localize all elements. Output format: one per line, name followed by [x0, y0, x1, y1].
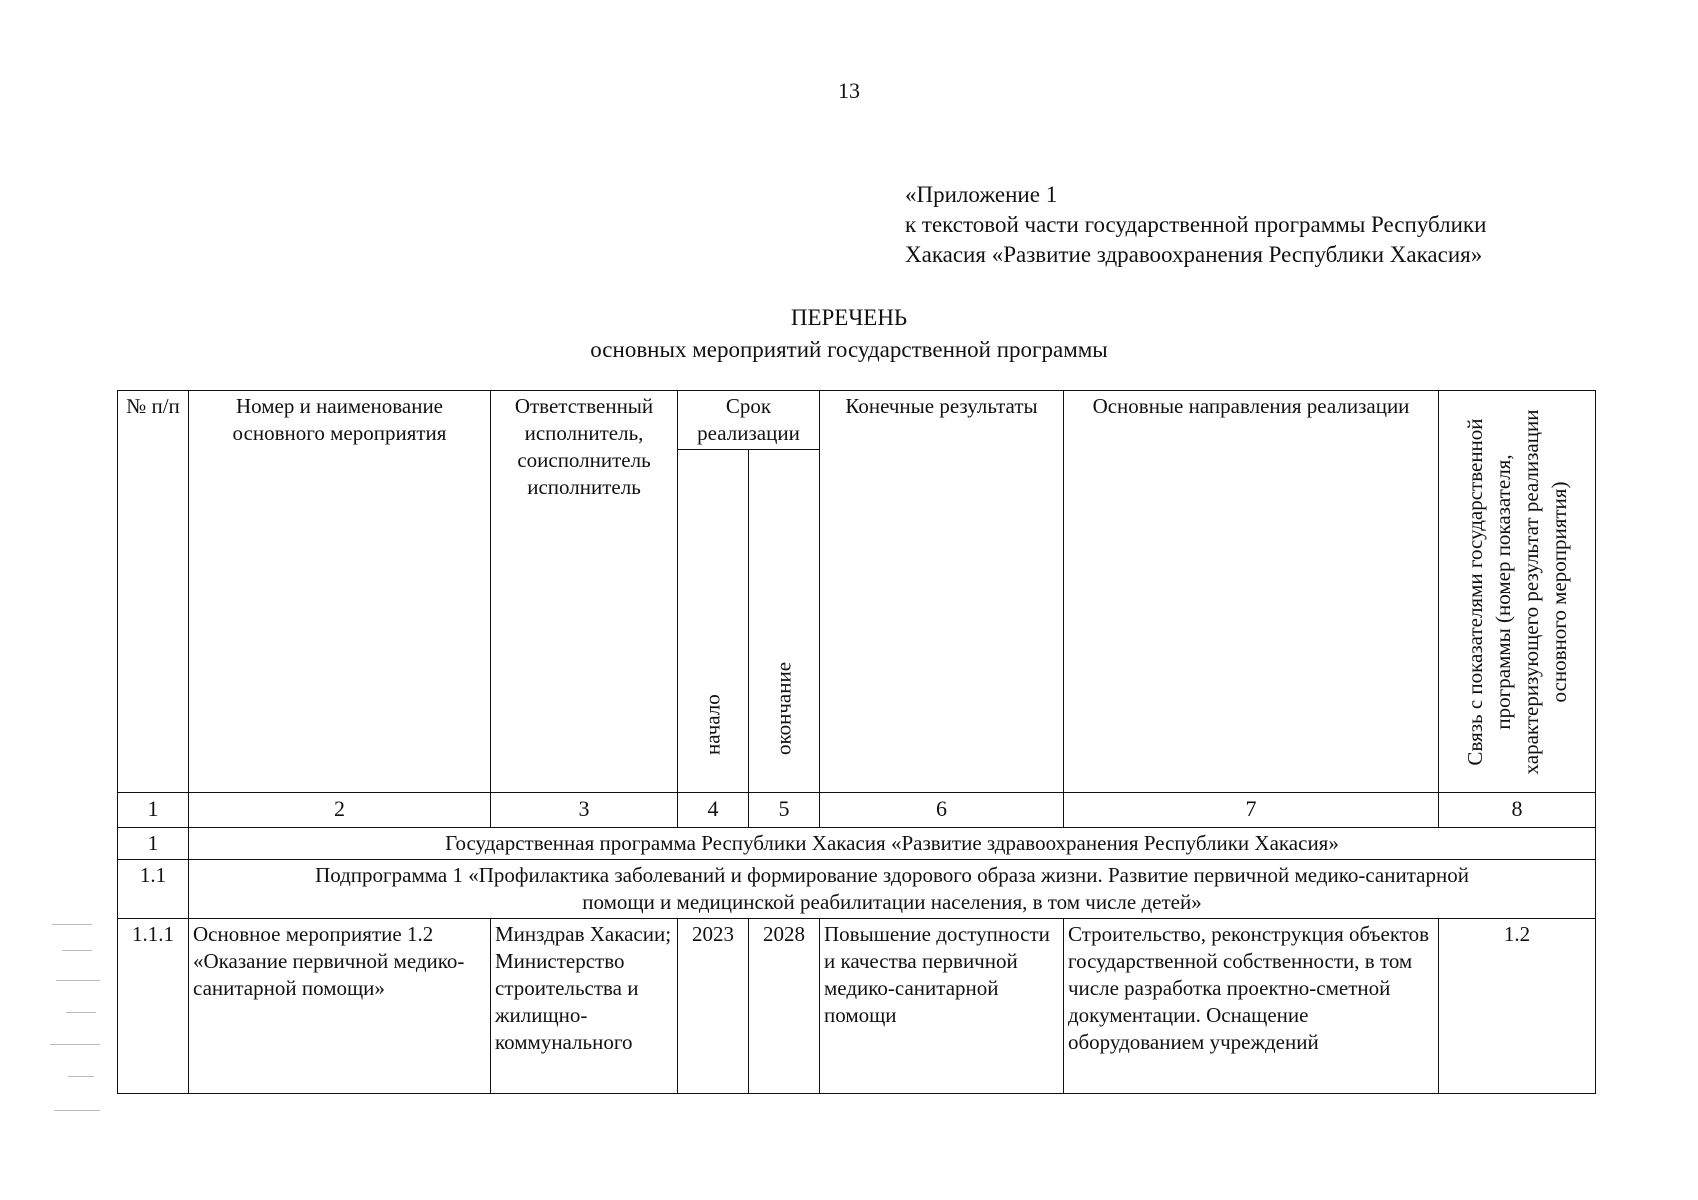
row-end: 2028 — [749, 919, 820, 1094]
appendix-line-2: к текстовой части государственной программы Республики — [905, 212, 1487, 237]
column-number: 1 — [118, 793, 189, 828]
activities-table — [117, 390, 1596, 1094]
row-name: Основное мероприятие 1.2 «Оказание первичной медико-санитарной помощи» — [189, 919, 491, 1094]
subprogram-row — [118, 860, 1596, 919]
row-num: 1.1.1 — [118, 919, 189, 1094]
row-start: 2023 — [678, 919, 749, 1094]
subprogram-num: 1.1 — [118, 860, 189, 919]
column-number: 5 — [749, 793, 820, 828]
column-number: 7 — [1064, 793, 1439, 828]
program-row — [118, 828, 1596, 860]
column-number: 8 — [1439, 793, 1596, 828]
column-number: 3 — [491, 793, 678, 828]
title-line-2: основных мероприятий государственной программы — [590, 337, 1108, 362]
header-end — [749, 450, 820, 793]
header-results: Конечные результаты — [820, 391, 1064, 793]
appendix-heading — [905, 180, 1625, 270]
header-executor: Ответственный исполнитель, соисполнитель исполнитель — [491, 391, 678, 793]
header-end-text: окончание — [771, 661, 796, 755]
page-number: 13 — [838, 78, 860, 103]
header-row — [118, 391, 1596, 450]
table-row — [118, 919, 1596, 1094]
binding-margin-marks — [42, 920, 112, 1130]
header-start — [678, 450, 749, 793]
appendix-line-3: Хакасия «Развитие здравоохранения Республики Хакасия» — [905, 242, 1483, 267]
row-directions: Строительство, реконструкция объектов государственной собственности, в том числе разработка проектно-сметной документации. Оснащение оборудованием учреждений — [1064, 919, 1439, 1094]
row-executor: Минздрав Хакасии; Министерство строительства и жилищно-коммунального — [491, 919, 678, 1094]
subprogram-text: Подпрограмма 1 «Профилактика заболеваний и формирование здорового образа жизни. Развитие первичной медико-санитарной помощи и медицинской реабилитации населения, в том числе детей» — [189, 860, 1596, 919]
header-link-text: Связь с показателями государственной программы (номер показателя, характеризующего результат реализации основного мероприятия) — [1463, 409, 1571, 774]
column-number: 4 — [678, 793, 749, 828]
row-link: 1.2 — [1439, 919, 1596, 1094]
column-number: 6 — [820, 793, 1064, 828]
row-results: Повышение доступности и качества первичной медико-санитарной помощи — [820, 919, 1064, 1094]
header-name: Номер и наименование основного мероприятия — [189, 391, 491, 793]
title-line-1: ПЕРЕЧЕНЬ — [790, 305, 908, 330]
column-numbers-row — [118, 793, 1596, 828]
column-number: 2 — [189, 793, 491, 828]
header-term: Срок реализации — [678, 391, 820, 450]
header-directions: Основные направления реализации — [1064, 391, 1439, 793]
header-link — [1439, 391, 1596, 793]
header-num: № п/п — [118, 391, 189, 793]
program-num: 1 — [118, 828, 189, 860]
header-start-text: начало — [700, 694, 725, 755]
appendix-line-1: «Приложение 1 — [905, 182, 1058, 207]
program-text: Государственная программа Республики Хакасия «Развитие здравоохранения Республики Хакасия» — [189, 828, 1596, 860]
document-title — [0, 302, 1698, 366]
